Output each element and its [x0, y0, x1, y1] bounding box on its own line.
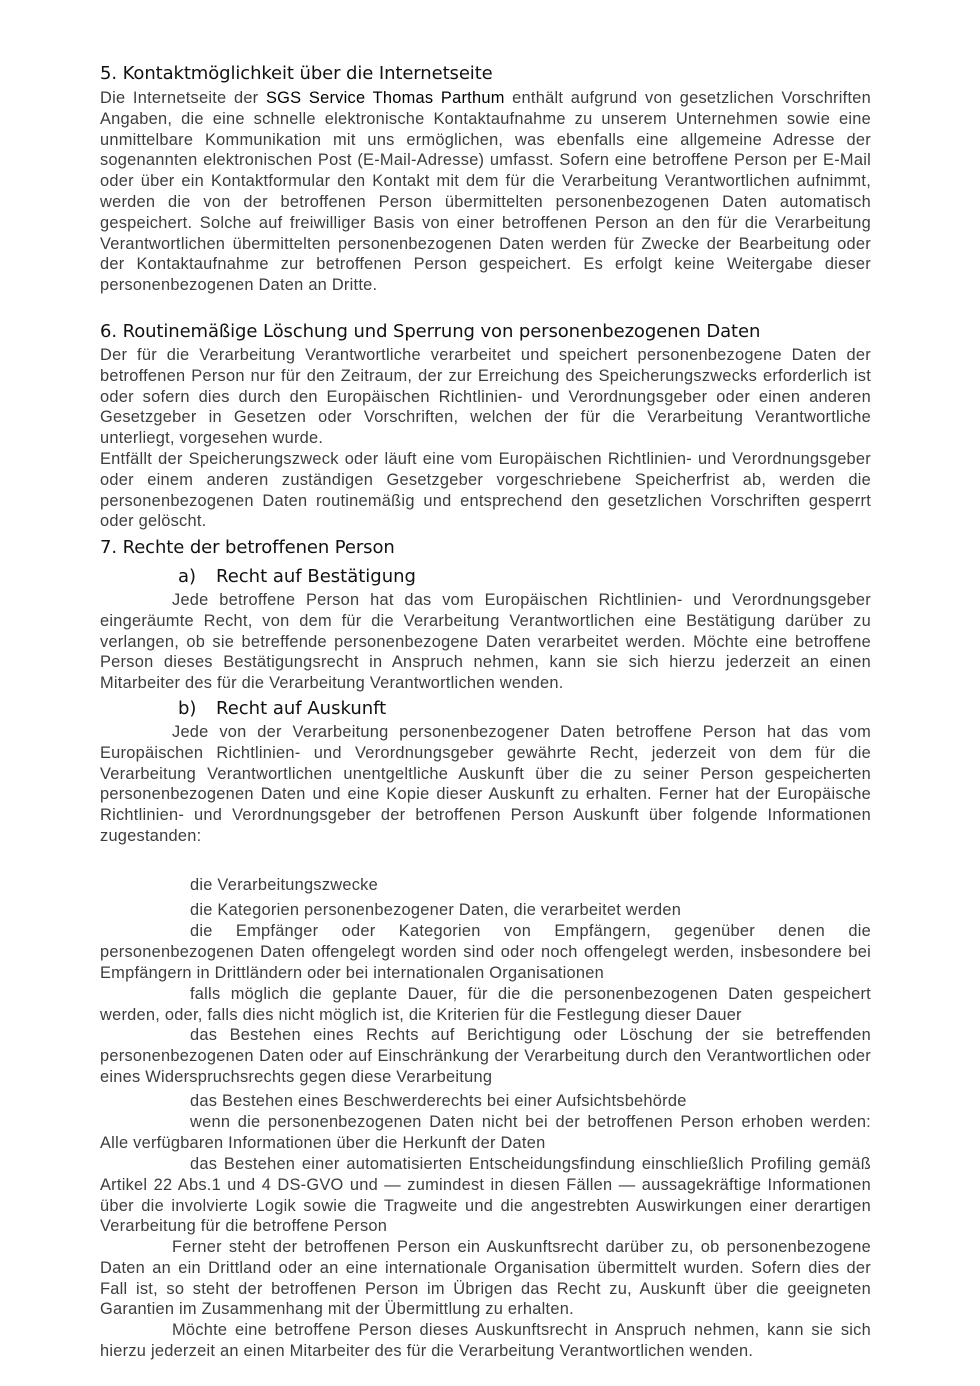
subsection-a-heading — [178, 566, 416, 587]
section-5-text-rest: enthält aufgrund von gesetzlichen Vorschriften Angaben, die eine schnelle elektronische Kontaktaufnahme zu unserem Unternehmen sowie eine unmittelbare Kommunikation mit uns ermöglichen, was ebenfalls eine allgemeine Adresse der sogenannten elektronischen Post (E-Mail-Adresse) umfasst. Sofern eine betroffene Person per E-Mail oder über ein Kontaktformular den Kontakt mit dem für die Verarbeitung Verantwortlichen aufnimmt, werden die von der betroffenen Person übermittelten personenbezogenen Daten automatisch gespeichert. Solche auf freiwilliger Basis von einer betroffenen Person an den für die Verarbeitung Verantwortlichen übermittelten personenbezogenen Daten werden für Zwecke der Bearbeitung oder der Kontaktaufnahme zur betroffenen Person gespeichert. Es erfolgt keine Weitergabe dieser personenbezogenen Daten an Dritte. — [100, 89, 871, 295]
subsection-b-marker: b) — [178, 698, 197, 719]
section-5-heading: 5. Kontaktmöglichkeit über die Internetseite — [100, 63, 493, 84]
list-item: das Bestehen einer automatisierten Entscheidungsfindung einschließlich Profiling gemäß Artikel 22 Abs.1 und 4 DS-GVO und — zumindest in diesen Fällen — aussagekräftige Informationen über die involvierte Logik sowie die Tragweite und die angestrebten Auswirkungen einer derartigen Verarbeitung für die betroffene Person — [100, 1155, 871, 1236]
list-item: falls möglich die geplante Dauer, für die die personenbezogenen Daten gespeichert werden, oder, falls dies nicht möglich ist, die Kriterien für die Festlegung dieser Dauer — [100, 985, 871, 1024]
list-item: wenn die personenbezogenen Daten nicht bei der betroffenen Person erhoben werden: Alle verfügbaren Informationen über die Herkunft der Daten — [100, 1113, 871, 1152]
section-6-heading: 6. Routinemäßige Löschung und Sperrung von personenbezogenen Daten — [100, 321, 761, 342]
list-item: das Bestehen eines Beschwerderechts bei einer Aufsichtsbehörde — [190, 1092, 687, 1110]
subsection-a-title: Recht auf Bestätigung — [216, 566, 416, 587]
section-6-paragraph-2: Entfällt der Speicherungszweck oder läuft eine vom Europäischen Richtlinien- und Verordnungsgeber oder einem anderen zuständigen Gesetzgeber vorgeschriebene Speicherfrist ab, werden die personenbezogenen Daten routinemäßig und entsprechend den gesetzlichen Vorschriften gesperrt oder gelöscht. — [100, 450, 871, 531]
section-6-paragraph-1: Der für die Verarbeitung Verantwortliche verarbeitet und speichert personenbezogene Daten der betroffenen Person nur für den Zeitraum, der zur Erreichung des Speicherungszwecks erforderlich ist oder sofern dies durch den Europäischen Richtlinien- und Verordnungsgeber oder einen anderen Gesetzgeber in Gesetzen oder Vorschriften, welchen der für die Verarbeitung Verantwortliche unterliegt, vorgesehen wurde. — [100, 346, 871, 448]
list-item: das Bestehen eines Rechts auf Berichtigung oder Löschung der sie betreffenden personenbezogenen Daten oder auf Einschränkung der Verarbeitung durch den Verantwortlichen oder eines Widerspruchsrechts gegen diese Verarbeitung — [100, 1026, 871, 1086]
company-name: SGS Service Thomas Parthum — [265, 89, 505, 107]
list-item: die Verarbeitungszwecke — [190, 876, 378, 894]
subsection-b-paragraph-1: Jede von der Verarbeitung personenbezogener Daten betroffene Person hat das vom Europäischen Richtlinien- und Verordnungsgeber gewährte Recht, jederzeit von dem für die Verarbeitung Verantwortlichen unentgeltliche Auskunft über die zu seiner Person gespeicherten personenbezogenen Daten und eine Kopie dieser Auskunft zu erhalten. Ferner hat der Europäische Richtlinien- und Verordnungsgeber der betroffenen Person Auskunft über folgende Informationen zugestanden: — [100, 723, 871, 845]
subsection-b-title: Recht auf Auskunft — [216, 698, 387, 719]
list-item: die Kategorien personenbezogener Daten, die verarbeitet werden — [190, 901, 682, 919]
section-5-paragraph — [100, 88, 871, 296]
list-item: die Empfänger oder Kategorien von Empfängern, gegenüber denen die personenbezogenen Daten offengelegt worden sind oder noch offengelegt werden, insbesondere bei Empfängern in Drittländern oder bei internationalen Organisationen — [100, 922, 871, 982]
subsection-b-paragraph-2: Ferner steht der betroffenen Person ein Auskunftsrecht darüber zu, ob personenbezogene Daten an ein Drittland oder an eine internationale Organisation übermittelt wurden. Sofern dies der Fall ist, so steht der betroffenen Person im Übrigen das Recht zu, Auskunft über die geeigneten Garantien im Zusammenhang mit der Übermittlung zu erhalten. — [100, 1238, 871, 1319]
subsection-b-paragraph-3: Möchte eine betroffene Person dieses Auskunftsrecht in Anspruch nehmen, kann sie sich hierzu jederzeit an einen Mitarbeiter des für die Verarbeitung Verantwortlichen wenden. — [100, 1321, 871, 1360]
section-7-heading: 7. Rechte der betroffenen Person — [100, 537, 395, 558]
subsection-a-paragraph: Jede betroffene Person hat das vom Europäischen Richtlinien- und Verordnungsgeber eingeräumte Recht, von dem für die Verarbeitung Verantwortlichen eine Bestätigung darüber zu verlangen, ob sie betreffende personenbezogene Daten verarbeitet werden. Möchte eine betroffene Person dieses Bestätigungsrecht in Anspruch nehmen, kann sie sich hierzu jederzeit an einen Mitarbeiter des für die Verarbeitung Verantwortlichen wenden. — [100, 591, 871, 693]
section-5-text-start: Die Internetseite der — [100, 89, 266, 107]
subsection-b-heading — [178, 698, 386, 719]
subsection-a-marker: a) — [178, 566, 197, 587]
